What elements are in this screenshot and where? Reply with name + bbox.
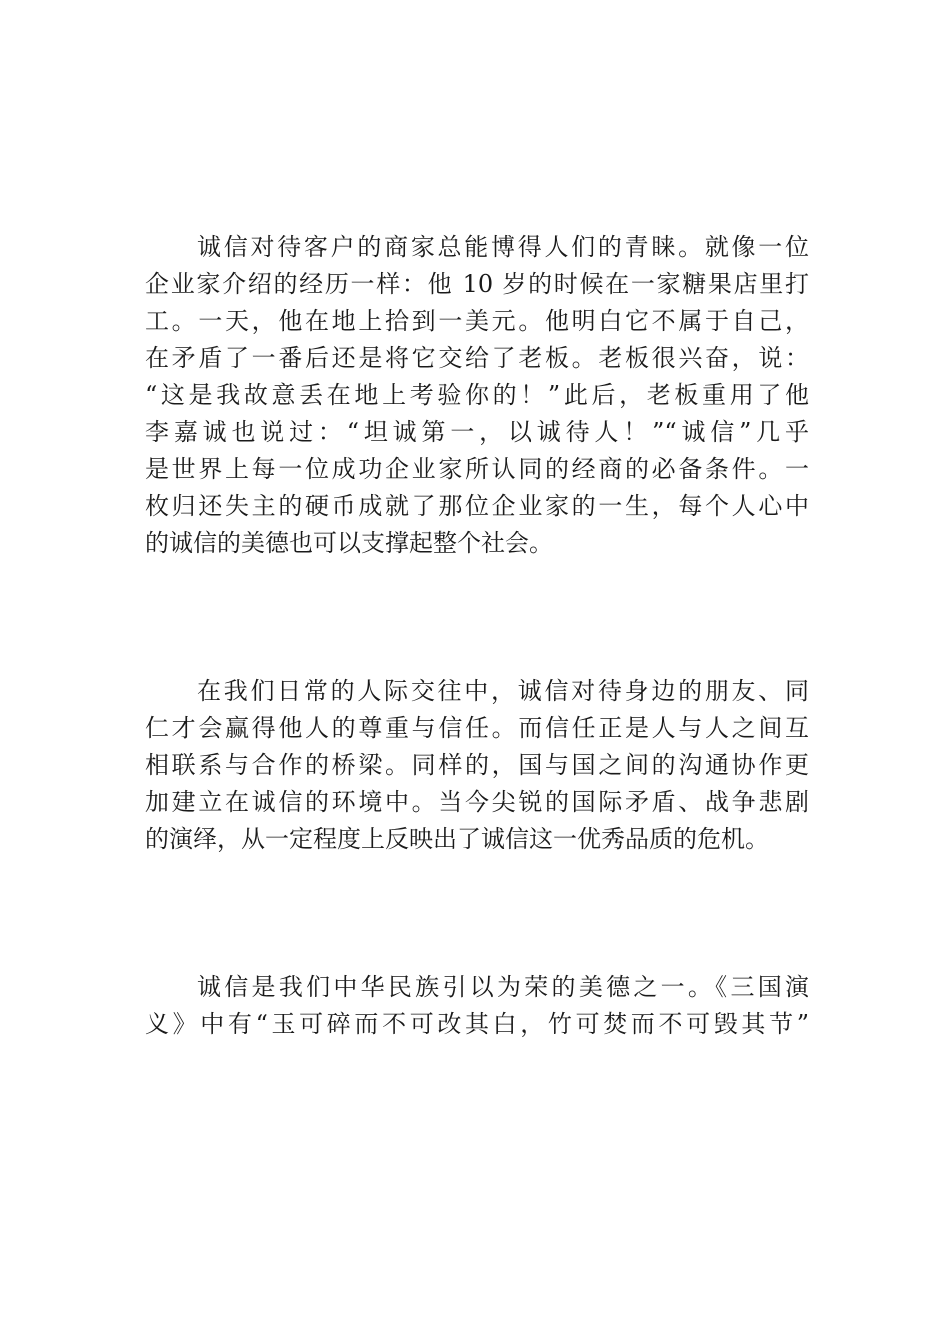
text-line: 在矛盾了一番后还是将它交给了老板。老板很兴奋，说： xyxy=(145,344,809,372)
document-body xyxy=(145,229,809,1043)
text-line: 的诚信的美德也可以支撑起整个社会。 xyxy=(145,529,553,557)
text-line: “这是我故意丢在地上考验你的！”此后，老板重用了他 xyxy=(145,381,809,409)
text-line: 诚信是我们中华民族引以为荣的美德之一。《三国演 xyxy=(197,973,809,1001)
text-line: 枚归还失主的硬币成就了那位企业家的一生，每个人心中 xyxy=(145,492,809,520)
text-line: 在我们日常的人际交往中，诚信对待身边的朋友、同 xyxy=(197,677,809,705)
text-line: 工。一天，他在地上拾到一美元。他明白它不属于自己， xyxy=(145,307,809,335)
text-line: 加建立在诚信的环境中。当今尖锐的国际矛盾、战争悲剧 xyxy=(145,788,809,816)
text-line: 诚信对待客户的商家总能博得人们的青睐。就像一位 xyxy=(197,233,809,261)
paragraph-spacer xyxy=(145,858,809,969)
paragraph-3 xyxy=(145,969,809,1043)
text-line: 企业家介绍的经历一样：他 10 岁的时候在一家糖果店里打 xyxy=(145,270,809,298)
paragraph-spacer xyxy=(145,562,809,673)
text-line: 仁才会赢得他人的尊重与信任。而信任正是人与人之间互 xyxy=(145,714,809,742)
text-line: 是世界上每一位成功企业家所认同的经商的必备条件。一 xyxy=(145,455,809,483)
text-line: 李嘉诚也说过：“坦诚第一，以诚待人！”“诚信”几乎 xyxy=(145,418,809,446)
paragraph-2 xyxy=(145,673,809,858)
text-line: 的演绎，从一定程度上反映出了诚信这一优秀品质的危机。 xyxy=(145,825,769,853)
paragraph-1 xyxy=(145,229,809,562)
text-line: 相联系与合作的桥梁。同样的，国与国之间的沟通协作更 xyxy=(145,751,809,779)
text-line: 义》中有“玉可碎而不可改其白，竹可焚而不可毁其节” xyxy=(145,1010,809,1038)
